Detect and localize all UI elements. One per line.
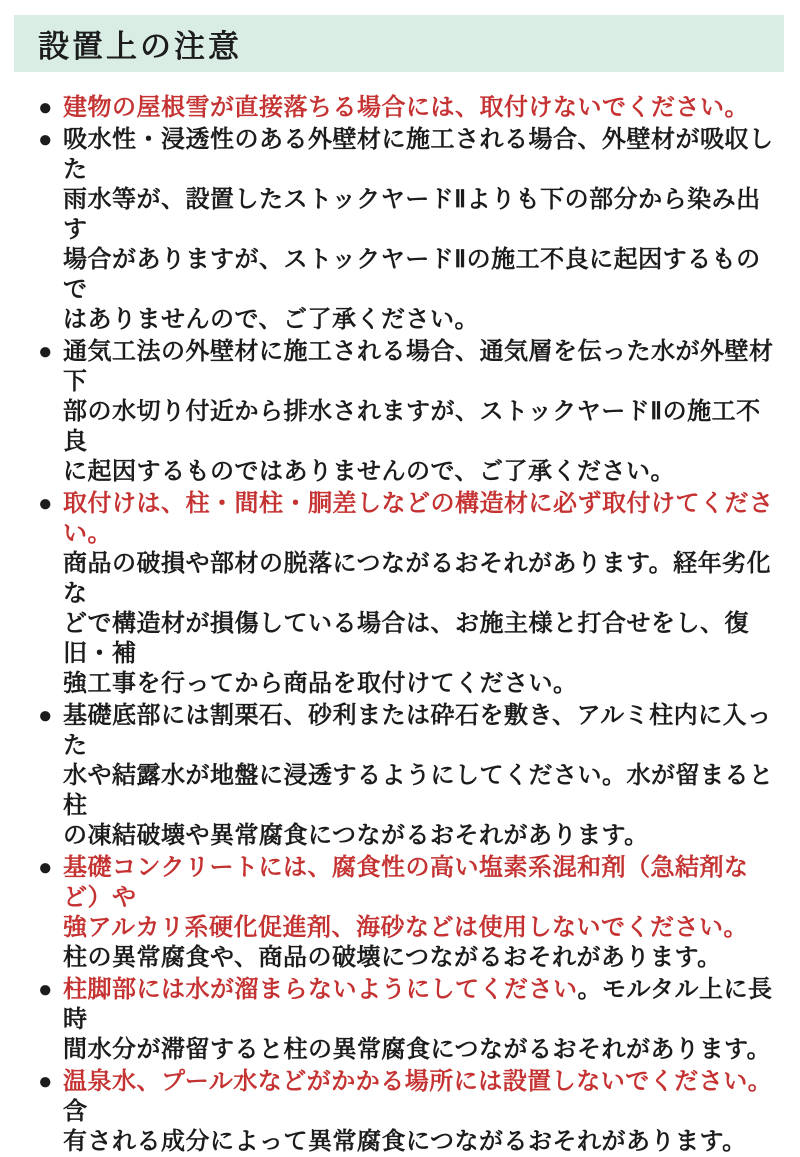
note-item [38,1067,782,1157]
note-item [38,975,782,1065]
note-text-segment: 。モルタル上に長時 [63,976,773,1033]
note-text-segment: 雨水等が、設置したストックヤードⅡよりも下の部分から染み出す [63,186,761,243]
note-item [38,337,782,487]
note-text-segment: の凍結破壊や異常腐食につながるおそれがあります。 [63,822,649,849]
bullet-icon: ● [38,702,53,729]
notes-list [38,93,782,1157]
note-text-segment: 温泉水、プール水などがかかる場所には設置しないでください。 [63,1068,773,1095]
note-text-segment: 柱の異常腐食や、商品の破壊につながるおそれがあります。 [63,944,722,971]
bullet-icon: ● [38,94,53,121]
section-header [14,15,784,72]
installation-notice-document [0,15,800,1155]
note-text-segment: 間水分が滞留すると柱の異常腐食につながるおそれがあります。 [63,1036,772,1063]
note-item [38,489,782,699]
note-text-segment: 基礎コンクリートには、腐食性の高い塩素系混和剤（急結剤など）や [63,854,749,911]
note-text-segment: 含 [63,1098,88,1125]
note-text-segment: はありませんので、ご了承ください。 [63,306,480,333]
note-item [38,853,782,973]
note-text-segment: に起因するものではありませんので、ご了承ください。 [63,458,676,485]
note-text-segment: 基礎底部には割栗石、砂利または砕石を敷き、アルミ柱内に入った [63,702,772,759]
note-text-segment: 建物の屋根雪が直接落ちる場合には、取付けないでください。 [63,94,749,121]
note-text-segment: 強工事を行ってから商品を取付けてください。 [63,670,578,697]
bullet-icon: ● [38,126,53,153]
note-text-segment: 部の水切り付近から排水されますが、ストックヤードⅡの施工不良 [63,398,761,455]
bullet-icon: ● [38,976,53,1003]
note-text-segment: 有される成分によって異常腐食につながるおそれがあります。 [63,1128,747,1155]
bullet-icon: ● [38,854,53,881]
note-item [38,93,782,123]
bullet-icon: ● [38,1068,53,1095]
note-text-segment: 場合がありますが、ストックヤードⅡの施工不良に起因するもので [63,246,761,303]
note-text-segment: 吸水性・浸透性のある外壁材に施工される場合、外壁材が吸収した [63,126,774,183]
page-title: 設置上の注意 [38,29,242,64]
note-text-segment: 柱脚部には水が溜まらないようにしてください [63,976,578,1003]
note-text-segment: 強アルカリ系硬化促進剤、海砂などは使用しないでください。 [63,914,749,941]
note-text-segment: どで構造材が損傷している場合は、お施主様と打合せをし、復旧・補 [63,610,749,667]
note-item [38,125,782,335]
bullet-icon: ● [38,338,53,365]
note-text-segment: 商品の破損や部材の脱落につながるおそれがあります。経年劣化な [63,550,772,607]
bullet-icon: ● [38,490,53,517]
note-text-segment: 水や結露水が地盤に浸透するようにしてください。水が留まると柱 [63,762,774,819]
note-text-segment: 通気工法の外壁材に施工される場合、通気層を伝った水が外壁材下 [63,338,774,395]
note-item [38,701,782,851]
note-text-segment: 取付けは、柱・間柱・胴差しなどの構造材に必ず取付けてください。 [63,490,774,547]
